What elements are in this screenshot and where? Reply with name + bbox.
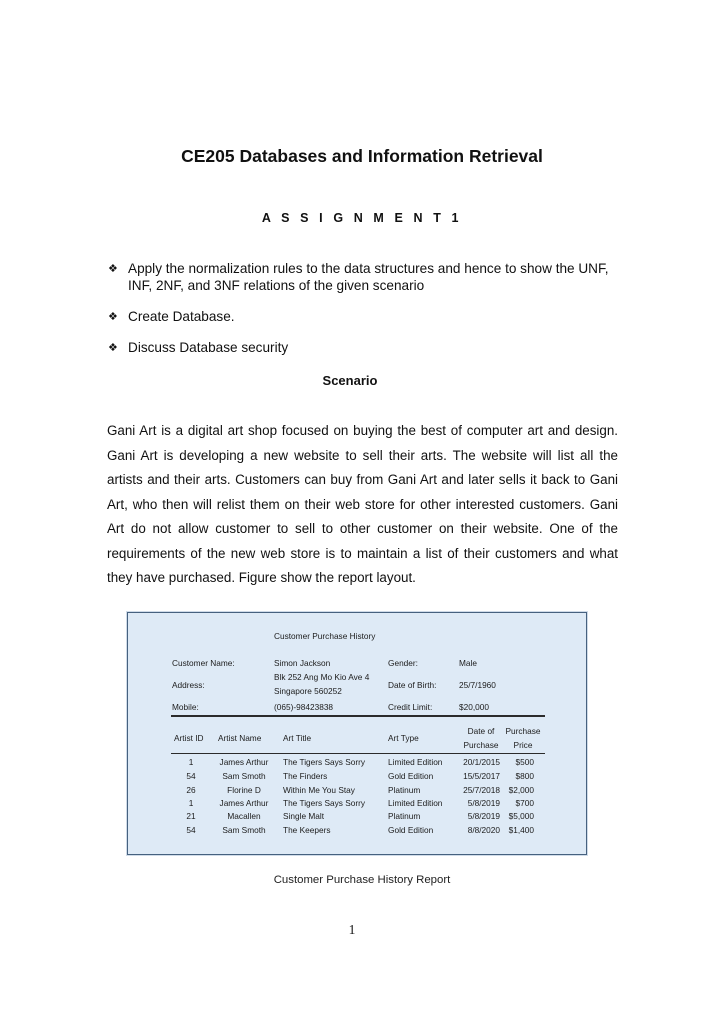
task-text: Create Database. [128, 309, 235, 324]
row-art-title: The Finders [283, 771, 328, 781]
col-artist-name: Artist Name [218, 733, 262, 743]
credit-limit-value: $20,000 [459, 702, 489, 712]
gender-label: Gender: [388, 658, 418, 668]
col-date-line-1: Date of [467, 726, 495, 736]
assignment-heading: A S S I G N M E N T 1 [261, 211, 463, 225]
row-date: 5/8/2019 [467, 798, 500, 808]
address-label: Address: [172, 680, 205, 690]
row-artist-name: Macallen [227, 811, 261, 821]
col-art-type: Art Type [388, 733, 419, 743]
row-date: 5/8/2019 [467, 811, 500, 821]
diamond-bullet-icon: ❖ [108, 310, 118, 323]
report-figure [127, 612, 587, 855]
report-title: Customer Purchase History [274, 631, 376, 641]
scenario-heading: Scenario [322, 373, 378, 388]
row-artist-id: 21 [186, 811, 196, 821]
row-price: $1,400 [508, 825, 534, 835]
diamond-bullet-icon: ❖ [108, 341, 118, 354]
row-art-type: Gold Edition [388, 771, 434, 781]
row-artist-name: Florine D [227, 785, 261, 795]
task-item [108, 339, 628, 356]
col-date-line-2: Purchase [463, 740, 499, 750]
scenario-paragraph: Gani Art is a digital art shop focused on buying the best of computer art and design. Gani Art is developing a new website to sell their arts. The website will list all the artists and their arts. Customers can buy from Gani Art and later sells it back to Gani Art, who then will relist them on their web store for other interested customers. Gani Art do not allow customer to sell to other customer on their website. One of the requirements of the new web store is to maintain a list of their customers and what they have purchased. Figure show the report layout. [107, 423, 618, 585]
row-art-title: The Tigers Says Sorry [283, 757, 366, 767]
customer-name-value: Simon Jackson [274, 658, 331, 668]
col-art-title: Art Title [283, 733, 312, 743]
row-price: $5,000 [508, 811, 534, 821]
row-price: $800 [515, 771, 534, 781]
row-date: 20/1/2015 [463, 757, 500, 767]
mobile-value: (065)-98423838 [274, 702, 334, 712]
row-artist-id: 1 [188, 757, 194, 767]
dob-label: Date of Birth: [388, 680, 437, 690]
row-artist-id: 54 [186, 771, 196, 781]
row-price: $500 [515, 757, 534, 767]
page-title: CE205 Databases and Information Retrieval [181, 146, 543, 166]
row-price: $700 [515, 798, 534, 808]
row-art-type: Platinum [388, 785, 421, 795]
row-artist-id: 54 [186, 825, 196, 835]
task-text: Apply the normalization rules to the data structures and hence to show the UNF, INF, 2NF, and 3NF relations of the given scenario [128, 261, 609, 293]
task-item [108, 260, 628, 294]
task-list [108, 260, 628, 370]
address-line-2: Singapore 560252 [274, 686, 342, 696]
row-artist-name: James Arthur [219, 798, 269, 808]
customer-name-label: Customer Name: [172, 658, 235, 668]
gender-value: Male [459, 658, 477, 668]
row-date: 8/8/2020 [467, 825, 500, 835]
page-number: 1 [348, 922, 356, 937]
row-artist-name: James Arthur [219, 757, 269, 767]
dob-value: 25/7/1960 [459, 680, 496, 690]
row-art-title: The Tigers Says Sorry [283, 798, 366, 808]
row-price: $2,000 [508, 785, 534, 795]
row-date: 25/7/2018 [463, 785, 500, 795]
task-text: Discuss Database security [128, 340, 289, 355]
col-price-line-2: Price [513, 740, 533, 750]
row-art-type: Limited Edition [388, 798, 443, 808]
mobile-label: Mobile: [172, 702, 199, 712]
header-divider [171, 715, 545, 717]
row-art-type: Gold Edition [388, 825, 434, 835]
diamond-bullet-icon: ❖ [108, 262, 118, 275]
row-art-type: Platinum [388, 811, 421, 821]
col-artist-id: Artist ID [174, 733, 204, 743]
row-art-type: Limited Edition [388, 757, 443, 767]
col-price-line-1: Purchase [505, 726, 541, 736]
row-art-title: The Keepers [283, 825, 331, 835]
row-artist-name: Sam Smoth [222, 825, 266, 835]
credit-limit-label: Credit Limit: [388, 702, 433, 712]
row-artist-name: Sam Smoth [222, 771, 266, 781]
row-artist-id: 1 [188, 798, 194, 808]
row-date: 15/5/2017 [463, 771, 500, 781]
figure-caption: Customer Purchase History Report [273, 874, 451, 886]
row-art-title: Single Malt [283, 811, 325, 821]
row-art-title: Within Me You Stay [283, 785, 355, 795]
task-item [108, 308, 628, 325]
address-line-1: Blk 252 Ang Mo Kio Ave 4 [274, 672, 370, 682]
column-divider [171, 753, 545, 754]
row-artist-id: 26 [186, 785, 196, 795]
